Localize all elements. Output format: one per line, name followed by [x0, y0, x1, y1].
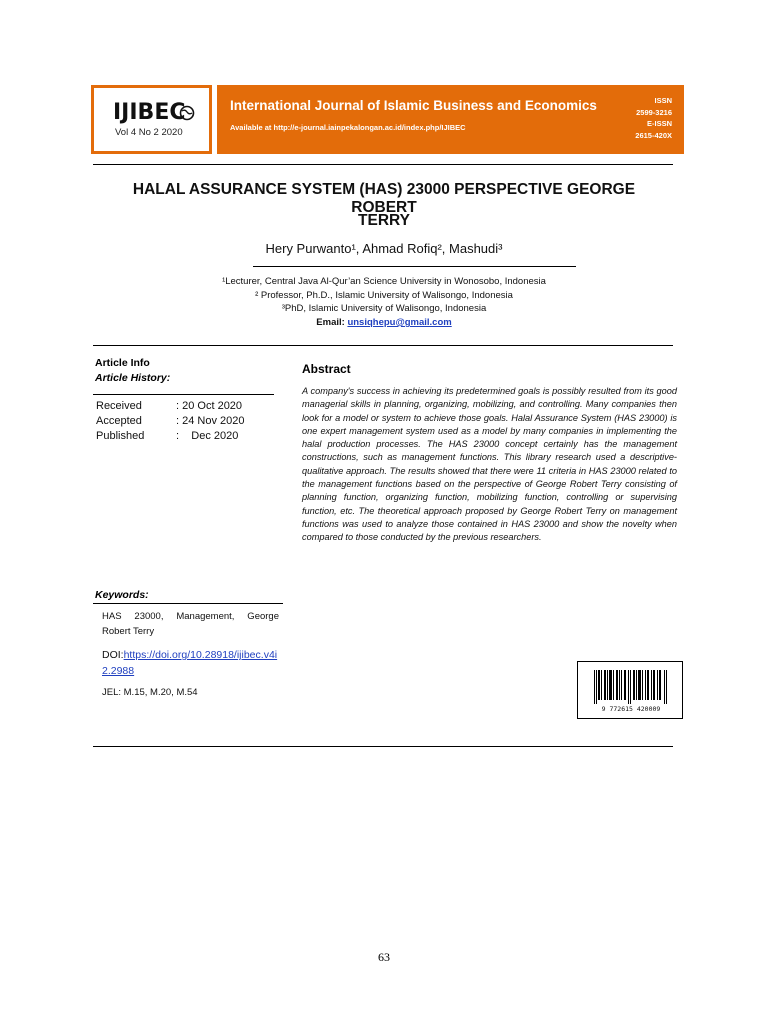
article-history-table: [96, 400, 245, 445]
affiliation-2: ² Professor, Ph.D., Islamic University of Walisongo, Indonesia: [255, 290, 513, 301]
history-value: : Dec 2020: [176, 430, 239, 442]
volume-label: Vol 4 No 2 2020: [115, 127, 183, 138]
paper-title-line2: TERRY: [358, 212, 410, 229]
issn-label: ISSN: [654, 96, 672, 105]
article-info-divider: [93, 394, 274, 395]
history-row-received: [96, 400, 245, 415]
email-link[interactable]: unsiqhepu@gmail.com: [347, 317, 452, 328]
page-number: 63: [378, 950, 390, 964]
eissn-value: 2615-420X: [635, 130, 672, 140]
keywords-divider: [93, 603, 283, 604]
barcode: [577, 661, 683, 719]
abstract-heading: Abstract: [302, 362, 351, 376]
journal-name: International Journal of Islamic Business and Economics: [230, 98, 597, 113]
barcode-number: 9 772615 420009: [601, 705, 661, 713]
doi-line: [102, 647, 282, 679]
history-label: Received: [96, 400, 142, 412]
keywords-text: HAS 23000, Management, George Robert Terry: [102, 611, 279, 637]
article-history-label: Article History:: [95, 372, 171, 384]
history-row-accepted: [96, 415, 245, 430]
article-info-label: Article Info: [95, 357, 150, 369]
paper-title-line1: HALAL ASSURANCE SYSTEM (HAS) 23000 PERSPECTIVE GEORGE ROBERT: [132, 181, 636, 216]
section-divider: [93, 345, 673, 346]
journal-url[interactable]: Available at http://e-journal.iainpekalongan.ac.id/index.php/IJIBEC: [230, 123, 466, 132]
authors: Hery Purwanto¹, Ahmad Rofiq², Mashudi³: [265, 241, 503, 256]
journal-header-band: [217, 85, 684, 154]
affiliation-3: ³PhD, Islamic University of Walisongo, Indonesia: [281, 303, 487, 314]
abstract-text: A company's success in achieving its predetermined goals is possibly resulted from its good managerial skills in planning, organizing, mobilizing, and controlling. Many companies then look for a model or system to achieve those goals. Halal Assurance System (HAS 23000) is one expert management system used as a model by many companies in implementing the halal production processes. The HAS 23000 concept certainly has the management constructions, such as management functions. This library research used a descriptive-qualitative approach. The results showed that there were 11 criteria in HAS 23000 related to the management functions based on the perspective of George Robert Terry consisting of planning function, organizing function, mobilizing function, controlling or supervising function, etc. The theoretical approach proposed by George Robert Terry on management functions was used to analyze those contained in HAS 23000 and show the novelty when compared to those conducted by the previous researchers.: [302, 386, 677, 543]
eissn-label: E-ISSN: [646, 119, 672, 128]
journal-logo: IJIBEC: [113, 100, 186, 125]
jel-codes: JEL: M.15, M.20, M.54: [102, 687, 198, 698]
email-label: Email:: [316, 317, 345, 328]
keywords-label: Keywords:: [95, 589, 149, 601]
email-line: [100, 317, 668, 328]
doi-link[interactable]: https://doi.org/10.28918/ijibec.v4i2.2988: [102, 649, 278, 677]
journal-logo-box: [91, 85, 212, 154]
authors-divider: [253, 266, 576, 267]
history-label: Accepted: [96, 415, 142, 427]
globe-icon: [179, 105, 195, 121]
header-divider: [93, 164, 673, 165]
history-value: : 20 Oct 2020: [176, 400, 243, 412]
history-value: : 24 Nov 2020: [176, 415, 245, 427]
history-label: Published: [96, 430, 145, 442]
history-row-published: [96, 430, 245, 445]
barcode-bars: [594, 670, 668, 704]
bottom-divider: [93, 746, 673, 747]
issn-block: [635, 95, 672, 141]
issn-value: 2599-3216: [636, 107, 672, 117]
doi-label: DOI:: [102, 649, 124, 661]
affiliation-1: ¹Lecturer, Central Java Al-Qur’an Science University in Wonosobo, Indonesia: [222, 276, 546, 287]
